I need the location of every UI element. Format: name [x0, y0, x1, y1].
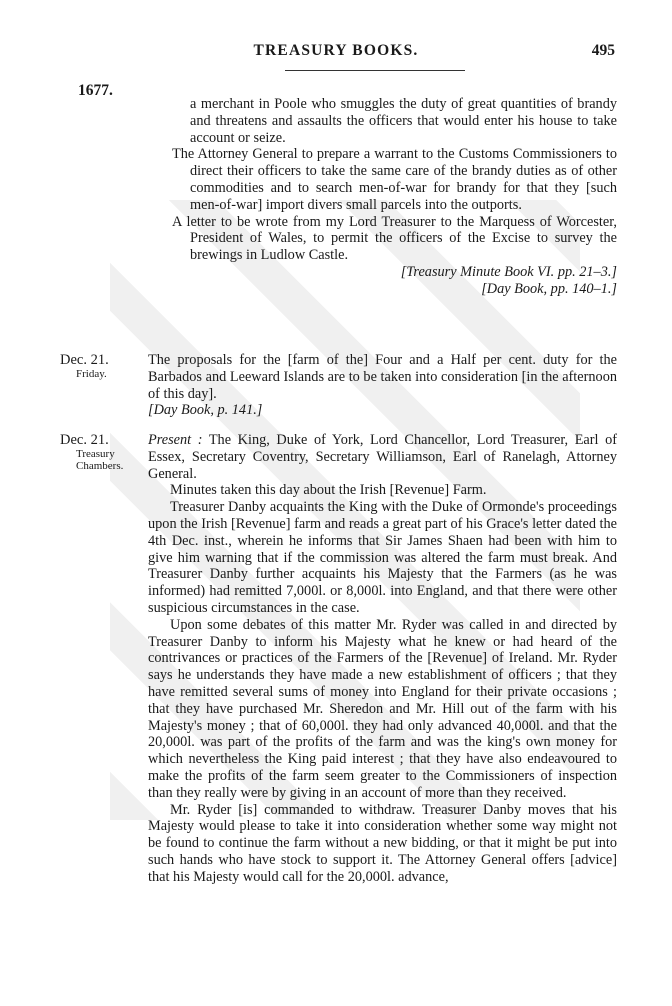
present-text: The King, Duke of York, Lord Chancellor, Lord Treasurer, Earl of Essex, Secretary Coventry, Secretary Williamson, Earl of Ranelagh, Attorney General.: [148, 432, 618, 482]
page-number: 495: [591, 42, 615, 59]
paragraph-danby-acquaints: Treasurer Danby acquaints the King with the Duke of Ormonde's proceedings upon the Irish [Revenue] farm and reads a great part of his Grace's letter dated the 4th Dec. inst., wherein he informs that Sir James Shaen had been with him to give him warning that if the commission was altered the farm must break. And Treasurer Danby further acquaints his Majesty that the Farmers (as he was informed) had remitted 7,000l. or 8,000l. into England, and that there were other suspicious circumstances in the case.: [148, 499, 618, 616]
margin-year: 1677.: [78, 82, 113, 99]
weekday-label: Friday.: [76, 368, 107, 380]
continuation-paragraph: a merchant in Poole who smuggles the duty of great quantities of brandy and threatens and assaults the officers that would enter his house to take account or seize.: [190, 96, 617, 146]
reference-day-book: [Day Book, pp. 140–1.]: [481, 280, 617, 297]
paragraph-ryder-called: Upon some debates of this matter Mr. Ryder was called in and directed by Treasurer Danby to inform his Majesty what he knew or had heard of the contrivances or practices of the Farmers of the [Revenue] of Ireland. Mr. Ryder says he understands they have made a new establishment of officers ; that they have remitted several sums of money into England for their private occasions ; that they have purchased Mr. Sheredon and Mr. Hill out of the farm with his Majesty's money ; that of 60,000l. they had only advanced 40,000l. and that the 20,000l. was part of the profits of the farm and was the king's own money for which nevertheless the King paid interest ; that they have also endeavoured to make the profits of the farm seem greater to the Commissioners of inspection than they really were by giving in an account of more than they received.: [148, 616, 617, 801]
section-barbados: [148, 352, 617, 419]
reference-day-book-141: [Day Book, p. 141.]: [148, 402, 263, 419]
paragraph-ryder-withdraw: Mr. Ryder [is] commanded to withdraw. Treasurer Danby moves that his Majesty would please to take it into consideration whether some way might not be found to continue the farm without a new bidding, or that it might be put into such hands who have stock to support it. The Attorney General offers [advice] that his Majesty would call for the 20,000l. advance,: [148, 801, 617, 885]
header-rule: [285, 70, 465, 71]
paragraph-attorney-warrant: The Attorney General to prepare a warrant to the Customs Commissioners to direct their officers to take the same care of the brandy duties as of other commodities and to search men-of-war for brandy for that they [such men-of-war] import divers small parcels into the outports.: [172, 146, 617, 213]
date-label: Dec. 21.: [60, 352, 109, 368]
page-header: [0, 40, 672, 66]
present-label: Present :: [148, 432, 203, 448]
date-label: Dec. 21.: [60, 432, 109, 448]
running-title: TREASURY BOOKS.: [253, 42, 419, 59]
section-brandy: [172, 96, 617, 298]
place-label: Chambers.: [76, 460, 124, 472]
paragraph-present: [148, 432, 617, 482]
paragraph-letter-worcester: A letter to be wrote from my Lord Treasurer to the Marquess of Worcester, President of Wales, to permit the officers of the Excise to survey the brewings in Ludlow Castle.: [172, 213, 617, 264]
paragraph-barbados: The proposals for the [farm of the] Four and a Half per cent. duty for the Barbados and Leeward Islands are to be taken into consideration [in the afternoon of this day].: [148, 352, 617, 402]
place-label: Treasury: [76, 448, 115, 460]
paragraph-minutes: Minutes taken this day about the Irish [Revenue] Farm.: [170, 482, 487, 499]
section-irish-farm: [148, 432, 617, 886]
reference-minute-book: [Treasury Minute Book VI. pp. 21–3.]: [400, 263, 617, 280]
